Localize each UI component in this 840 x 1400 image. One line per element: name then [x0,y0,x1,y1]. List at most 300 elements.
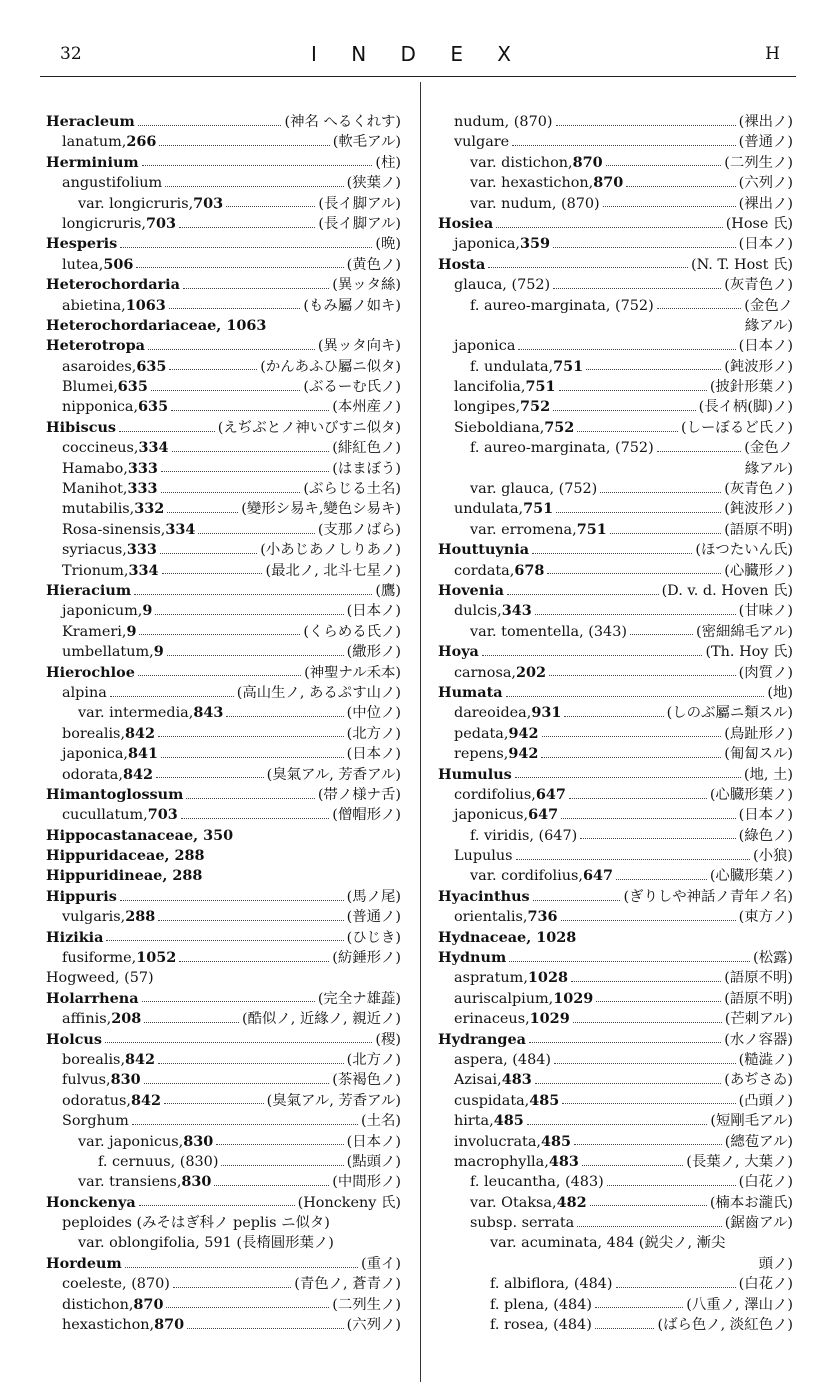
entry-page: 843 [193,704,224,722]
entry-page: 485 [529,1091,560,1109]
entry-gloss: (短剛毛アル) [710,1113,793,1130]
index-entry [46,1152,401,1172]
index-entry [46,1009,401,1029]
index-entry [438,1172,793,1192]
leader-dots [106,940,343,941]
leader-dots [138,125,282,126]
entry-gloss: (二列生ノ) [724,154,793,171]
entry-name: Hippuridaceae, 288 [46,847,205,865]
entry-gloss: (青色ノ, 蒼青ノ) [294,1276,401,1293]
leader-dots [533,900,621,901]
leader-dots [139,634,300,635]
entry-gloss: (土名) [360,1113,401,1130]
index-entry [438,132,793,152]
leader-dots [134,594,372,595]
entry-name: var. cordifolius, [470,868,583,885]
leader-dots [603,206,736,207]
entry-gloss: (最北ノ, 北斗七星ノ) [265,562,401,579]
entry-name: Honckenya [46,1193,136,1211]
entry-page: 942 [508,724,539,742]
leader-dots [509,961,750,962]
entry-page: 647 [528,806,559,824]
index-entry [46,499,401,519]
leader-dots [120,900,344,901]
entry-gloss: (N. T. Host 氏) [690,256,793,273]
entry-gloss: (酷似ノ, 近緣ノ, 親近ノ) [241,1011,401,1028]
entry-gloss: (心臓形葉ノ) [709,868,793,885]
entry-gloss: (ばら色ノ, 淡紅色ノ) [657,1317,793,1334]
leader-dots [496,227,722,228]
entry-name: Hippocastanaceae, 350 [46,826,234,844]
entry-name: hexastichon, [62,1317,155,1334]
entry-gloss: (黄色ノ) [346,256,401,273]
entry-gloss: (Th. Hoy 氏) [705,644,793,661]
entry-gloss: (柱) [375,154,401,171]
entry-name: cordifolius, [454,786,536,803]
entry-gloss: (心臓形葉ノ) [709,786,793,803]
entry-gloss: (白花ノ) [738,1174,793,1191]
entry-gloss: (綠色ノ) [738,827,793,844]
index-entry-genus [46,275,401,295]
entry-gloss: (芒刺アル) [724,1011,793,1028]
entry-page: 635 [138,398,169,416]
entry-page: 1029 [553,989,594,1007]
index-entry-genus [438,1030,793,1050]
index-entry-genus [46,663,401,683]
leader-dots [559,390,707,391]
entry-page: 343 [501,602,532,620]
entry-gloss: (高山生ノ, あるぷす山ノ) [236,684,401,701]
index-entry-genus [46,1254,401,1274]
entry-name: macrophylla, [454,1153,549,1170]
index-entry [438,1091,793,1111]
entry-name: japonica [454,338,516,355]
entry-page: 506 [103,255,134,273]
leader-dots [151,390,301,391]
leader-dots [139,1205,295,1206]
entry-gloss: (六列ノ) [738,175,793,192]
leader-dots [164,1103,264,1104]
entry-gloss: (地, 土) [743,766,793,783]
index-entry [46,540,401,560]
index-entry [438,275,793,295]
entry-name: var. japonicus, [78,1133,184,1150]
entry-name: lancifolia, [454,379,526,396]
entry-gloss: (軟毛アル) [332,134,401,151]
index-entry [46,357,401,377]
index-entry [438,316,793,336]
leader-dots [226,206,315,207]
entry-name: pedata, [454,725,509,742]
index-entry [438,520,793,540]
entry-name: Hyacinthus [438,887,530,905]
entry-gloss: (東方ノ) [738,909,793,926]
entry-name: mutabilis, [62,501,135,518]
leader-dots [547,573,721,574]
leader-dots [561,818,735,819]
entry-name: borealis, [62,725,126,742]
index-entry [438,1152,793,1172]
entry-name: Hydnum [438,949,507,967]
index-entry [438,1213,793,1233]
leader-dots [158,1063,344,1064]
leader-dots [516,859,750,860]
leader-dots [541,757,721,758]
entry-gloss: (地) [767,684,793,701]
leader-dots [577,431,678,432]
leader-dots [120,247,372,248]
entry-page: 703 [147,806,178,824]
leader-dots [553,247,736,248]
entry-name: auriscalpium, [454,990,554,1007]
page-header [40,44,796,74]
leader-dots [171,410,329,411]
leader-dots [616,879,707,880]
entry-page: 1063 [125,296,166,314]
index-entry-genus [46,1030,401,1050]
leader-dots [160,553,257,554]
entry-name: lutea, [62,256,104,273]
leader-dots [657,308,741,309]
entry-name: Hippuridineae, 288 [46,867,203,885]
index-entry-genus [438,581,793,601]
entry-name: vulgaris, [62,909,126,926]
entry-page: 751 [525,378,556,396]
entry-gloss: (晩) [375,236,401,253]
leader-dots [574,1144,722,1145]
entry-gloss: (馬ノ尾) [346,888,401,905]
leader-dots [577,1226,722,1227]
entry-page: 842 [125,724,156,742]
entry-name: Holarrhena [46,989,139,1007]
entry-page: 9 [142,602,153,620]
leader-dots [506,696,765,697]
entry-name: cordata, [454,562,515,579]
index-entry [46,622,401,642]
index-entry [46,438,401,458]
entry-page: 334 [165,520,196,538]
leader-dots [110,696,234,697]
index-entry-genus [46,234,401,254]
entry-name: japonicus, [454,807,529,824]
entry-gloss: (心臓形ノ) [724,562,793,579]
index-entry [46,601,401,621]
entry-gloss: (北方ノ) [346,1051,401,1068]
index-entry-genus [46,153,401,173]
index-entry [46,765,401,785]
entry-gloss: (重イ) [360,1255,401,1272]
leader-dots [179,961,329,962]
entry-gloss: (點頭ノ) [346,1153,401,1170]
entry-gloss: (日本ノ) [346,746,401,763]
index-entry [438,1295,793,1315]
leader-dots [132,1124,358,1125]
entry-name: var. intermedia, [78,705,194,722]
entry-name: glauca, (752) [454,277,551,294]
leader-dots [616,1287,736,1288]
entry-gloss: (六列ノ) [346,1317,401,1334]
leader-dots [507,594,659,595]
leader-dots [167,512,238,513]
entry-name: asaroides, [62,358,137,375]
entry-gloss: (日本ノ) [738,338,793,355]
entry-name: var. acuminata, 484 (鋭尖ノ, 漸尖 [490,1235,726,1252]
entry-gloss: (總苞アル) [724,1133,793,1150]
entry-gloss: (八重ノ, 澤山ノ) [686,1296,793,1313]
entry-gloss: (かんあふひ屬ニ似タ) [260,358,401,375]
entry-page: 9 [153,643,164,661]
entry-gloss: (中位ノ) [346,705,401,722]
leader-dots [561,920,736,921]
index-entry [438,459,793,479]
index-entry-genus [46,336,401,356]
entry-page: 942 [508,745,539,763]
entry-name: Humata [438,683,503,701]
entry-page: 830 [110,1071,141,1089]
entry-page: 333 [126,541,157,559]
entry-gloss: (もみ屬ノ如キ) [303,297,401,314]
header-rule [40,76,796,77]
entry-name: Hesperis [46,235,118,253]
entry-gloss: (糙澁ノ) [738,1051,793,1068]
entry-name: involucrata, [454,1133,541,1150]
leader-dots [542,736,722,737]
index-entry [46,214,401,234]
entry-name: umbellatum, [62,644,154,661]
entry-name: distichon, [62,1296,134,1313]
leader-dots [573,1022,722,1023]
entry-gloss: (變形シ易キ,變色シ易キ) [241,501,401,518]
index-entry [438,357,793,377]
entry-gloss: (裸出ノ) [738,195,793,212]
entry-page: 830 [181,1173,212,1191]
entry-gloss: (Hose 氏) [725,215,793,232]
entry-name: Hydrangea [438,1030,526,1048]
leader-dots [626,186,735,187]
entry-gloss: (日本ノ) [738,807,793,824]
entry-name: Hogweed, (57) [46,970,154,987]
entry-page: 703 [146,214,177,232]
entry-gloss: (肉質ノ) [738,664,793,681]
index-entry [438,1111,793,1131]
index-entry [438,1315,793,1335]
entry-name: Hierochloe [46,663,135,681]
index-entry [438,989,793,1009]
entry-name: var. oblongifolia, 591 (長楕圓形葉ノ) [78,1235,334,1252]
entry-name: longipes, [454,399,521,416]
leader-dots [582,1165,683,1166]
index-entry-genus [46,928,401,948]
entry-page: 870 [593,174,624,192]
entry-gloss: (日本ノ) [346,603,401,620]
entry-gloss: (しーぼるど氏ノ) [681,419,793,436]
leader-dots [564,716,663,717]
entry-gloss: (松露) [752,950,793,967]
index-entry [438,194,793,214]
leader-dots [158,736,344,737]
entry-gloss: (異ッタ向キ) [317,338,401,355]
entry-name: Krameri, [62,623,127,640]
leader-dots [221,1165,343,1166]
page-number: 32 [60,44,82,64]
index-entry [46,1274,401,1294]
entry-page: 334 [138,439,169,457]
entry-name: Humulus [438,765,512,783]
entry-gloss: (狭葉ノ) [346,175,401,192]
index-entry [438,785,793,805]
index-entry-genus [46,418,401,438]
index-entry [438,1233,793,1253]
entry-name: fulvus, [62,1072,111,1089]
entry-name: f. cernuus, (830) [98,1153,219,1170]
index-entry [46,907,401,927]
index-entry [46,1172,401,1192]
entry-page: 751 [553,357,584,375]
index-entry-genus [438,928,793,948]
leader-dots [136,267,343,268]
entry-name: lanatum, [62,134,127,151]
index-entry [438,846,793,866]
entry-gloss: (はまぼう) [332,460,401,477]
entry-name: carnosa, [454,664,516,681]
entry-page: 1028 [527,969,568,987]
entry-gloss: (しのぶ屬ニ類スル) [666,705,793,722]
entry-gloss: (鷹) [375,582,401,599]
index-entry [46,377,401,397]
leader-dots [532,553,692,554]
entry-page: 334 [128,561,159,579]
entry-gloss: (ぶらじる土名) [303,481,401,498]
index-entry [438,1254,793,1274]
index-entry [46,1233,401,1253]
index-entry [46,724,401,744]
index-entry-genus [438,948,793,968]
entry-name: Hamabo, [62,460,128,477]
leader-dots [155,614,343,615]
entry-page: 1052 [136,949,177,967]
index-entry [46,1091,401,1111]
entry-name: var. hexastichon, [470,175,594,192]
index-entry [438,112,793,132]
leader-dots [198,533,314,534]
entry-page: 485 [493,1112,524,1130]
entry-gloss: (支那ノばら) [317,521,401,538]
entry-name: var. glauca, (752) [470,481,598,498]
leader-dots [482,655,703,656]
entry-name: Hordeum [46,1254,122,1272]
entry-name: Heterotropa [46,337,145,355]
entry-name: Heterochordariaceae, 1063 [46,316,267,334]
entry-gloss: (披針形葉ノ) [709,379,793,396]
entry-gloss: (繖形ノ) [346,644,401,661]
leader-dots [162,573,263,574]
entry-name: f. viridis, (647) [470,827,578,844]
entry-page: 870 [572,153,603,171]
leader-dots [590,1205,707,1206]
entry-name: Sieboldiana, [454,419,545,436]
index-entry [438,826,793,846]
entry-gloss: (中間形ノ) [332,1174,401,1191]
entry-page: 678 [514,561,545,579]
index-entry [46,1315,401,1335]
leader-dots [144,1083,330,1084]
entry-name: f. aureo-marginata, (752) [470,297,654,314]
index-entry [438,173,793,193]
leader-dots [529,1042,721,1043]
entry-gloss: (灰青色ノ) [724,277,793,294]
leader-dots [169,308,301,309]
index-entry [46,397,401,417]
entry-name: var. erromena, [470,521,577,538]
index-entry [438,397,793,417]
index-entry-genus [438,683,793,703]
leader-dots [600,492,721,493]
leader-dots [553,288,721,289]
page-title: I N D E X [310,42,526,66]
index-entry [438,438,793,458]
entry-name: syriacus, [62,542,127,559]
leader-dots [148,349,315,350]
leader-dots [657,451,741,452]
index-entry [46,255,401,275]
entry-gloss: (鈍波形ノ) [724,358,793,375]
entry-name: japonica, [62,746,129,763]
entry-name: f. albiflora, (484) [490,1276,613,1293]
entry-name: aspera, (484) [454,1051,551,1068]
leader-dots [187,1328,343,1329]
entry-gloss: (完全ナ雄蕋) [317,990,401,1007]
index-entry [438,703,793,723]
index-entry [46,561,401,581]
entry-name: var. Otaksa, [470,1194,557,1211]
entry-page: 751 [576,520,607,538]
entry-gloss: (長イ脚アル) [318,215,401,232]
section-letter: H [765,44,780,64]
index-entry [438,479,793,499]
leader-dots [181,818,329,819]
entry-gloss: (語原不明) [724,521,793,538]
index-entry-genus [46,887,401,907]
entry-page: 841 [128,745,159,763]
entry-gloss: (日本ノ) [346,1133,401,1150]
entry-gloss: (緋紅色ノ) [332,440,401,457]
entry-name: cuspidata, [454,1092,530,1109]
entry-name: japonicum, [62,603,143,620]
entry-name: Holcus [46,1030,102,1048]
leader-dots [535,614,736,615]
entry-gloss: (あぢさゐ) [724,1072,793,1089]
entry-name: orientalis, [454,909,528,926]
entry-page: 483 [548,1152,579,1170]
leader-dots [161,757,344,758]
index-entry [438,1009,793,1029]
index-entry [438,1050,793,1070]
entry-name: erinaceus, [454,1011,530,1028]
entry-name: Trionum, [62,562,129,579]
index-entry-genus [46,826,401,846]
entry-page: 931 [531,704,562,722]
entry-name: odorata, [62,766,123,783]
entry-gloss: (Honckeny 氏) [297,1194,401,1211]
entry-name: Heterochordaria [46,276,180,294]
index-entry [438,663,793,683]
entry-page: 842 [125,1050,156,1068]
entry-page: 830 [183,1132,214,1150]
leader-dots [144,1022,239,1023]
leader-dots [165,186,343,187]
leader-dots [161,492,301,493]
entry-name: odoratus, [62,1092,132,1109]
